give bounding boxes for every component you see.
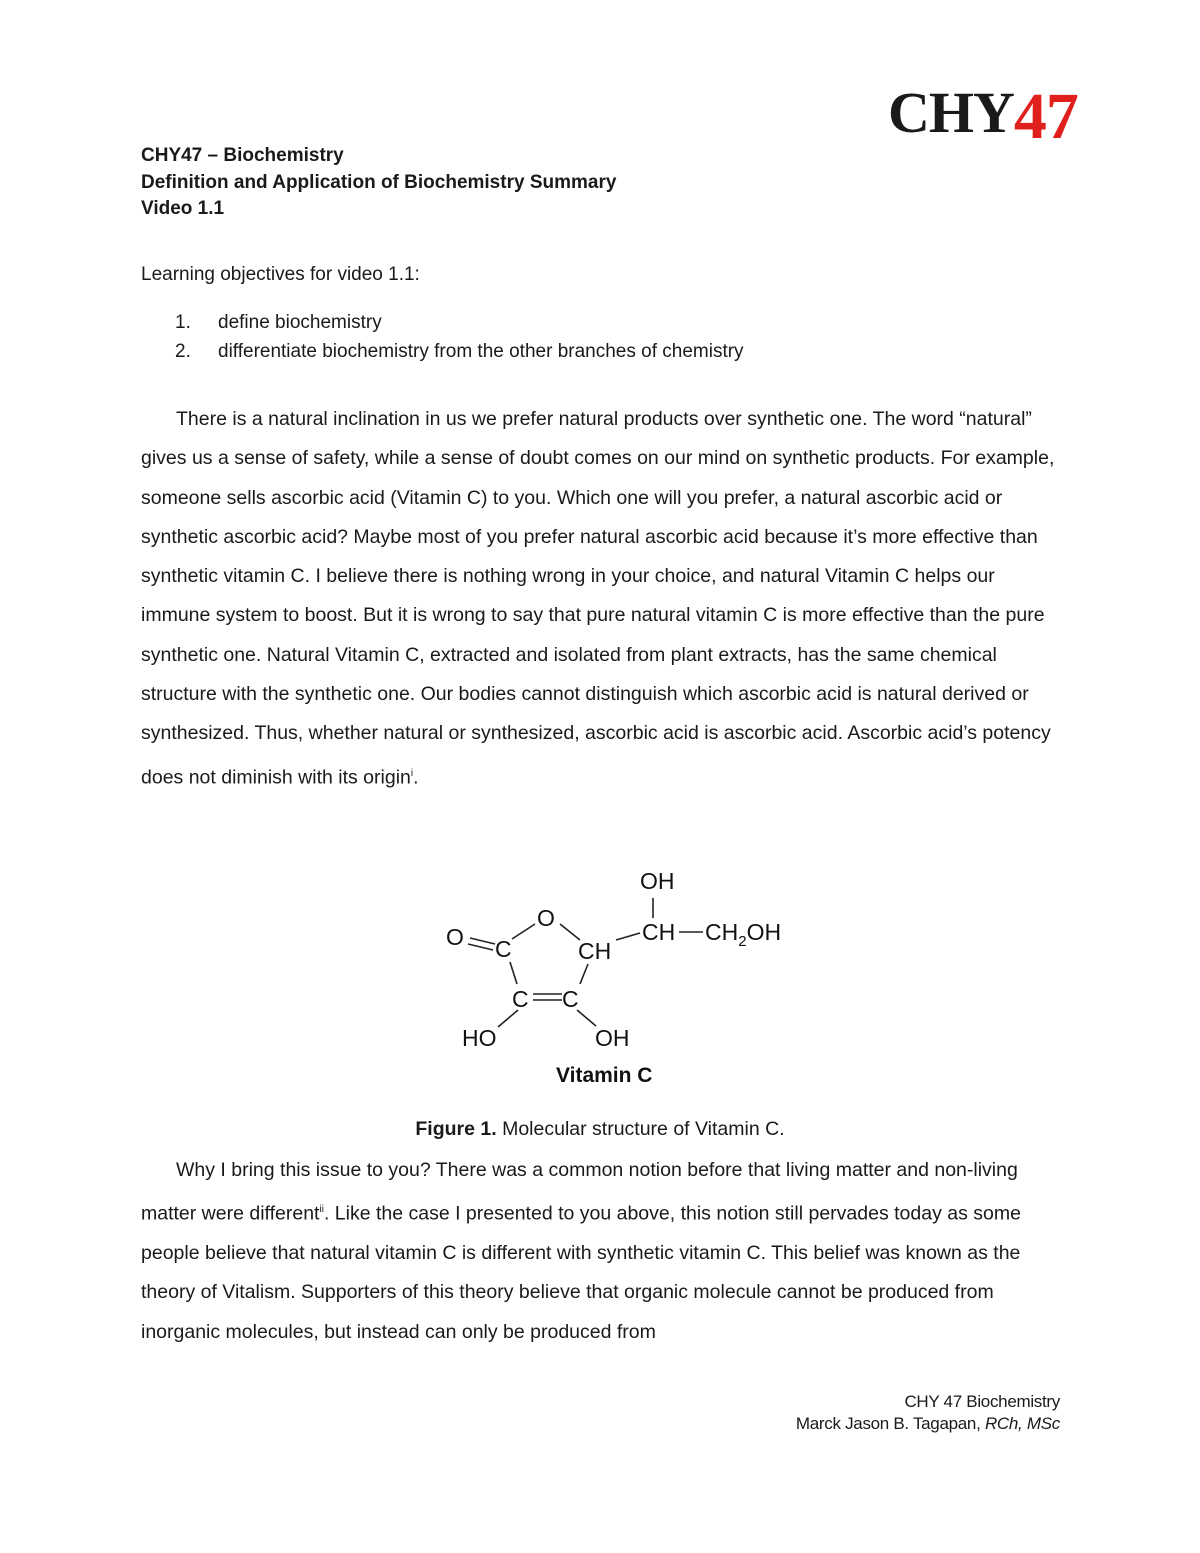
ring-carbon-left-label: C [512, 986, 529, 1012]
oh-top-label: OH [640, 868, 675, 894]
paragraph-text: There is a natural inclination in us we prefer natural products over synthetic one. The word “natural” gives us a sense of safety, while a sense of doubt comes on our mind on synthetic products. For example, someone sells ascorbic acid (Vitamin C) to you. Which one will you prefer, a natural ascorbic acid or synthetic ascorbic acid? Maybe most of you prefer natural ascorbic acid because it’s more effective than synthetic vitamin C. I believe there is nothing wrong in your choice, and natural Vitamin C helps our immune system to boost. But it is wrong to say that pure natural vitamin C is more effective than the pure synthetic one. Natural Vitamin C, extracted and isolated from plant extracts, has the same chemical structure with the synthetic one. Our bodies cannot distinguish which ascorbic acid is natural derived or synthesized. Thus, whether natural or synthesized, ascorbic acid is ascorbic acid. Ascorbic acid’s potency does not diminish with its origin [141, 408, 1055, 789]
list-number: 1. [175, 312, 191, 333]
ring-carbon-right-label: C [562, 986, 579, 1012]
paragraph-end: . [413, 766, 419, 789]
vitamin-c-structure [440, 862, 800, 1092]
objectives-heading: Learning objectives for video 1.1: [141, 264, 420, 285]
ring-oxygen-label: O [537, 905, 555, 931]
chain-ch-label: CH [642, 919, 676, 945]
course-title: CHY47 – Biochemistry [141, 145, 344, 166]
list-number: 2. [175, 340, 191, 362]
ch2oh-label: $CH_2OH$ [705, 919, 782, 950]
footer-course: CHY 47 Biochemistry [904, 1392, 1060, 1411]
list-item [141, 338, 744, 367]
caption-text: Molecular structure of Vitamin C. [496, 1118, 785, 1140]
objectives-list [141, 309, 744, 366]
list-item [141, 309, 744, 338]
caption-label: Figure 1. [415, 1118, 497, 1140]
document-title: Definition and Application of Biochemistry Summary [141, 171, 617, 193]
page-footer [796, 1391, 1060, 1435]
logo-text: CHY [888, 80, 1014, 145]
video-label: Video 1.1 [141, 198, 225, 219]
body-paragraph [141, 400, 1061, 797]
figure-compound-name: Vitamin C [556, 1064, 653, 1087]
footer-author-line [796, 1413, 1060, 1435]
body-paragraph [141, 1151, 1061, 1352]
figure-caption [0, 1118, 1200, 1141]
carbonyl-oxygen-label: O [446, 924, 464, 950]
paragraph-text-continued: . Like the case I presented to you above, this notion still pervades today as some people believe that natural vitamin C is different with synthetic vitamin C. This belief was known as the theory of Vitalism. Supporters of this theory believe that organic molecule cannot be produced from inorganic molecules, but instead can only be produced from [141, 1202, 1021, 1343]
oh-bottom-label: OH [595, 1025, 630, 1051]
logo-number: 47 [1013, 80, 1078, 153]
footer-credentials: RCh, MSc [984, 1414, 1060, 1433]
ho-label: HO [462, 1025, 497, 1051]
footnote-ref: i [410, 767, 414, 779]
carbonyl-carbon-label: C [495, 936, 512, 962]
footer-author: Marck Jason B. Tagapan, [795, 1414, 985, 1433]
document-header [141, 143, 616, 223]
list-text: define biochemistry [218, 312, 382, 333]
list-text: differentiate biochemistry from the other branches of chemistry [218, 340, 744, 362]
footnote-ref: ii [319, 1204, 324, 1216]
paragraph-text: Why I bring this issue to you? There was a common notion before that living matter and non-living matter were different [141, 1159, 1018, 1225]
ring-ch-label: CH [578, 938, 612, 964]
course-logo [888, 78, 1078, 153]
